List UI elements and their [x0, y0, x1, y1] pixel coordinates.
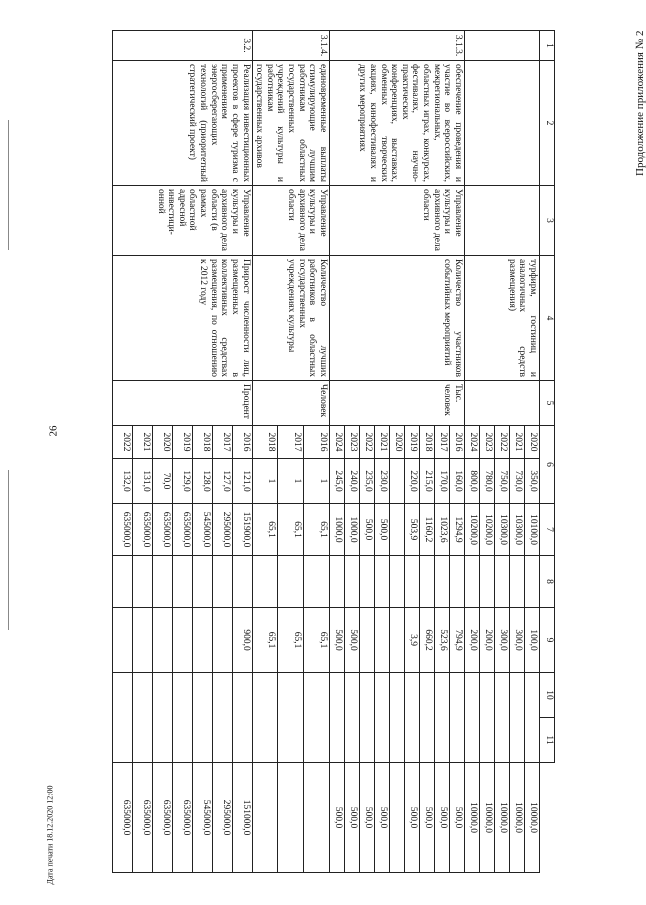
value-cell: 1000,0 [330, 504, 345, 556]
value-cell: 10000,0 [525, 763, 540, 873]
value-cell: 900,0 [232, 608, 252, 673]
section-id: 3.2. [112, 31, 252, 61]
year-cell: 2019 [172, 426, 192, 459]
value-cell [450, 673, 465, 763]
column-header: 10 [540, 673, 555, 718]
value-cell: 500,0 [375, 763, 390, 873]
value-cell: 635000,0 [132, 504, 152, 556]
value-cell: 500,0 [405, 763, 420, 873]
column-header: 7 [540, 504, 555, 556]
year-cell: 2022 [495, 426, 510, 459]
value-cell [132, 556, 152, 608]
rotated-table-wrapper [90, 30, 555, 872]
value-cell: 65,1 [278, 608, 304, 673]
value-cell: 151000,0 [232, 763, 252, 873]
section-id [465, 31, 540, 61]
year-cell: 2021 [132, 426, 152, 459]
value-cell [390, 504, 405, 556]
value-cell [172, 556, 192, 608]
table-row [525, 31, 540, 873]
header-row [540, 31, 555, 873]
value-cell: 131,0 [132, 459, 152, 504]
value-cell [345, 673, 360, 763]
value-cell: 200,0 [480, 608, 495, 673]
value-cell: 635000,0 [152, 763, 172, 873]
value-cell: 220,0 [405, 459, 420, 504]
value-cell [495, 673, 510, 763]
year-cell: 2020 [152, 426, 172, 459]
value-cell [480, 556, 495, 608]
value-cell: 10000,0 [465, 763, 480, 873]
value-cell [278, 556, 304, 608]
value-cell [405, 556, 420, 608]
value-cell [495, 556, 510, 608]
value-cell: 500,0 [345, 608, 360, 673]
value-cell: 794,9 [450, 608, 465, 673]
value-cell: 295000,0 [212, 763, 232, 873]
value-cell: 10000,0 [510, 763, 525, 873]
year-cell: 2023 [345, 426, 360, 459]
value-cell [405, 673, 420, 763]
value-cell [465, 673, 480, 763]
year-cell: 2017 [278, 426, 304, 459]
table-body [112, 31, 539, 873]
value-cell [510, 673, 525, 763]
value-cell: 65,1 [252, 608, 278, 673]
value-cell [278, 763, 304, 873]
section-indicator: Количество участников событийных мероприятий [330, 256, 465, 381]
section-indicator: Прирост численности лиц, размещенных в коллективных средствах размещения, по отношению к 2012 году [112, 256, 252, 381]
value-cell: 545000,0 [192, 763, 212, 873]
value-cell: 128,0 [192, 459, 212, 504]
value-cell: 235,0 [360, 459, 375, 504]
year-cell: 2016 [450, 426, 465, 459]
section-unit: Процент [112, 381, 252, 426]
value-cell: 10300,0 [510, 504, 525, 556]
value-cell [304, 556, 330, 608]
value-cell: 300,0 [510, 608, 525, 673]
year-cell: 2022 [112, 426, 132, 459]
value-cell [525, 556, 540, 608]
year-cell: 2021 [510, 426, 525, 459]
value-cell [390, 763, 405, 873]
value-cell: 10000,0 [495, 763, 510, 873]
column-header: 1 [540, 31, 555, 61]
value-cell [152, 608, 172, 673]
value-cell: 730,0 [510, 459, 525, 504]
section-executor [465, 186, 540, 256]
value-cell [304, 763, 330, 873]
value-cell: 750,0 [495, 459, 510, 504]
value-cell: 127,0 [212, 459, 232, 504]
value-cell: 500,0 [435, 763, 450, 873]
section-indicator: Количество лучших работников в областных государственных учреждениях культуры [252, 256, 329, 381]
value-cell [152, 673, 172, 763]
year-cell: 2022 [360, 426, 375, 459]
value-cell: 635000,0 [132, 763, 152, 873]
value-cell: 635000,0 [172, 763, 192, 873]
section-indicator: турфирм, гостиниц и аналогичных средств размещения) [465, 256, 540, 381]
section-unit [465, 381, 540, 426]
column-header: 9 [540, 608, 555, 673]
year-cell: 2017 [212, 426, 232, 459]
year-cell: 2019 [405, 426, 420, 459]
value-cell [252, 763, 278, 873]
value-cell: 1 [304, 459, 330, 504]
value-cell: 3,9 [405, 608, 420, 673]
value-cell: 100,0 [525, 608, 540, 673]
value-cell [252, 556, 278, 608]
year-cell: 2018 [252, 426, 278, 459]
value-cell: 230,0 [375, 459, 390, 504]
value-cell [132, 608, 152, 673]
value-cell: 65,1 [278, 504, 304, 556]
value-cell: 1000,0 [345, 504, 360, 556]
value-cell: 500,0 [330, 608, 345, 673]
section-executor: Управление культуры и архивного дела области (в рамках областной адресной инвестици-онной [112, 186, 252, 256]
value-cell [420, 556, 435, 608]
value-cell [212, 556, 232, 608]
value-cell: 65,1 [304, 504, 330, 556]
table-row [450, 31, 465, 873]
value-cell: 800,0 [465, 459, 480, 504]
section-name: обеспечение проведения и участие во всероссийских, межрегиональных, областных играх, конкурсах, фестивалях, научно-практических конференциях, выставках, обменных творческих акциях, кинофестивалях и других мероприятиях [330, 61, 465, 186]
section-unit: Человек [252, 381, 329, 426]
section-executor: Управление культуры и архивного дела области [330, 186, 465, 256]
column-header: 8 [540, 556, 555, 608]
value-cell [330, 673, 345, 763]
value-cell: 70,0 [152, 459, 172, 504]
year-cell: 2021 [375, 426, 390, 459]
value-cell: 500,0 [375, 504, 390, 556]
value-cell: 129,0 [172, 459, 192, 504]
column-header: 2 [540, 61, 555, 186]
value-cell: 200,0 [465, 608, 480, 673]
value-cell: 500,0 [360, 504, 375, 556]
value-cell: 170,0 [435, 459, 450, 504]
value-cell: 10200,0 [465, 504, 480, 556]
value-cell: 295000,0 [212, 504, 232, 556]
value-cell [192, 556, 212, 608]
value-cell: 121,0 [232, 459, 252, 504]
program-table [112, 30, 555, 873]
value-cell: 10200,0 [480, 504, 495, 556]
value-cell: 660,2 [420, 608, 435, 673]
year-cell: 2020 [525, 426, 540, 459]
value-cell: 500,0 [330, 763, 345, 873]
value-cell: 240,0 [345, 459, 360, 504]
value-cell: 215,0 [420, 459, 435, 504]
value-cell: 1294,9 [450, 504, 465, 556]
value-cell: 1 [278, 459, 304, 504]
appendix-label: Продолжение приложения № 2 [634, 30, 646, 176]
value-cell: 635000,0 [152, 504, 172, 556]
value-cell: 65,1 [304, 608, 330, 673]
print-date: Дата печати 18.12.2020 12:00 [45, 785, 55, 885]
year-cell: 2016 [304, 426, 330, 459]
section-id: 3.1.4. [252, 31, 329, 61]
value-cell: 635000,0 [112, 763, 132, 873]
value-cell: 300,0 [495, 608, 510, 673]
page-number: 26 [47, 425, 60, 437]
value-cell: 500,0 [345, 763, 360, 873]
section-executor: Управление культуры и архивного дела области [252, 186, 329, 256]
section-name: Реализация инвестиционных проектов в сфере туризма с применением энергосберегающих технологий (приоритетный стратегический проект) [112, 61, 252, 186]
year-cell: 2020 [390, 426, 405, 459]
table-row [304, 31, 330, 873]
value-cell [252, 673, 278, 763]
year-cell: 2018 [192, 426, 212, 459]
table-row [232, 31, 252, 873]
value-cell [525, 673, 540, 763]
value-cell [132, 673, 152, 763]
value-cell [192, 608, 212, 673]
value-cell: 65,1 [252, 504, 278, 556]
value-cell [375, 556, 390, 608]
value-cell: 500,0 [420, 763, 435, 873]
value-cell [345, 556, 360, 608]
value-cell: 10100,0 [525, 504, 540, 556]
value-cell: 1160,2 [420, 504, 435, 556]
column-header: 3 [540, 186, 555, 256]
value-cell: 503,9 [405, 504, 420, 556]
value-cell: 500,0 [450, 763, 465, 873]
value-cell [480, 673, 495, 763]
value-cell: 1 [252, 459, 278, 504]
section-name [465, 61, 540, 186]
value-cell [435, 556, 450, 608]
value-cell [192, 673, 212, 763]
section-id: 3.1.3. [330, 31, 465, 61]
scan-mark-top [8, 120, 9, 250]
value-cell [360, 608, 375, 673]
value-cell: 160,0 [450, 459, 465, 504]
year-cell: 2018 [420, 426, 435, 459]
year-cell: 2024 [330, 426, 345, 459]
value-cell [112, 608, 132, 673]
year-cell: 2017 [435, 426, 450, 459]
value-cell: 245,0 [330, 459, 345, 504]
value-cell [152, 556, 172, 608]
value-cell [172, 608, 192, 673]
value-cell: 350,0 [525, 459, 540, 504]
section-name: единовременные выплаты стимулирующие лучшим работникам областных государственных учреждений культуры и работникам государственных архивов [252, 61, 329, 186]
value-cell: 132,0 [112, 459, 132, 504]
value-cell [172, 673, 192, 763]
year-cell: 2023 [480, 426, 495, 459]
value-cell: 500,0 [360, 763, 375, 873]
value-cell: 635000,0 [172, 504, 192, 556]
column-header: 6 [540, 426, 555, 504]
value-cell [510, 556, 525, 608]
value-cell [212, 673, 232, 763]
value-cell [375, 673, 390, 763]
column-header: 11 [540, 718, 555, 763]
value-cell [112, 673, 132, 763]
section-unit: Тыс. человек [330, 381, 465, 426]
value-cell [112, 556, 132, 608]
value-cell [375, 608, 390, 673]
column-header: 4 [540, 256, 555, 381]
value-cell [390, 608, 405, 673]
value-cell [360, 673, 375, 763]
value-cell [390, 673, 405, 763]
value-cell: 780,0 [480, 459, 495, 504]
value-cell: 635000,0 [112, 504, 132, 556]
value-cell [390, 459, 405, 504]
value-cell [360, 556, 375, 608]
value-cell [212, 608, 232, 673]
value-cell: 10000,0 [480, 763, 495, 873]
year-cell: 2016 [232, 426, 252, 459]
value-cell: 1023,6 [435, 504, 450, 556]
value-cell [450, 556, 465, 608]
value-cell: 523,6 [435, 608, 450, 673]
value-cell [390, 556, 405, 608]
value-cell: 10300,0 [495, 504, 510, 556]
year-cell: 2024 [465, 426, 480, 459]
value-cell [465, 556, 480, 608]
scan-mark-bottom [8, 470, 9, 630]
value-cell [420, 673, 435, 763]
value-cell [232, 673, 252, 763]
value-cell [330, 556, 345, 608]
value-cell: 545000,0 [192, 504, 212, 556]
value-cell: 151900,0 [232, 504, 252, 556]
value-cell [232, 556, 252, 608]
value-cell [304, 673, 330, 763]
value-cell [278, 673, 304, 763]
column-header: 5 [540, 381, 555, 426]
value-cell [435, 673, 450, 763]
